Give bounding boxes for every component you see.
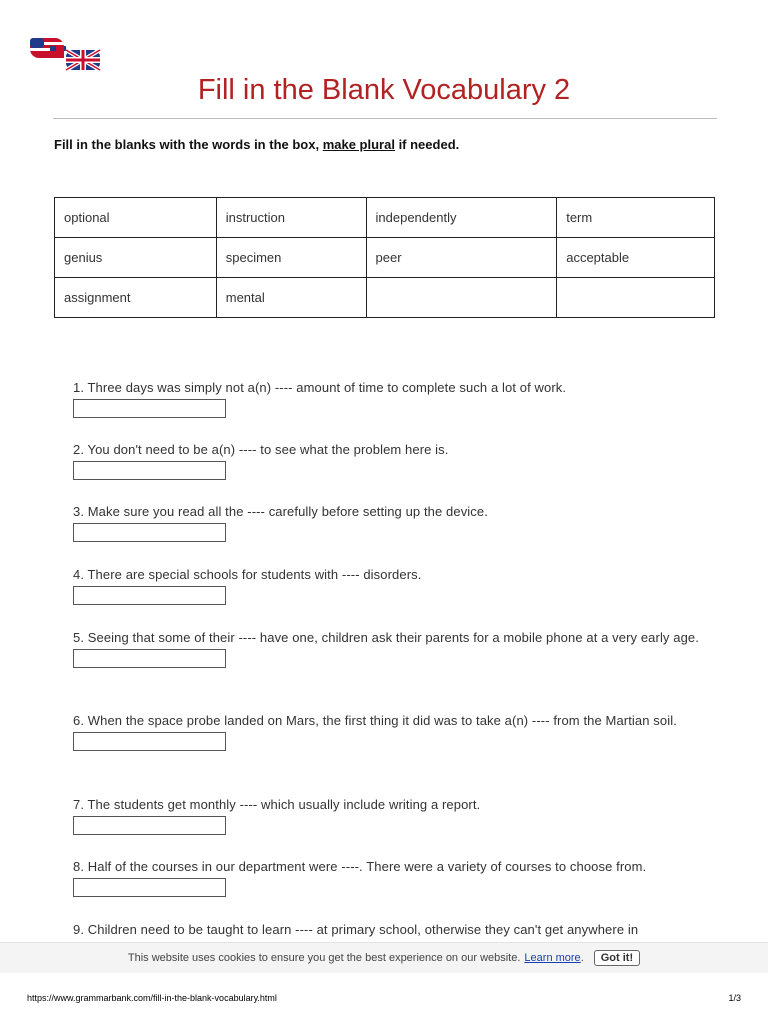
question-text: 6. When the space probe landed on Mars, the first thing it did was to take a(n) ---- from the Martian soil. <box>73 713 677 728</box>
question-text: 7. The students get monthly ---- which usually include writing a report. <box>73 797 481 812</box>
answer-input[interactable] <box>73 523 226 542</box>
question-item <box>73 565 713 628</box>
cookie-banner: This website uses cookies to ensure you get the best experience on our website. Learn more . Got it! <box>0 942 768 973</box>
word-box <box>54 197 715 318</box>
instruction-prefix: Fill in the blanks with the words in the box, <box>54 137 323 152</box>
word-cell: instruction <box>216 198 366 238</box>
word-cell: independently <box>366 198 557 238</box>
word-cell: specimen <box>216 238 366 278</box>
word-cell: optional <box>55 198 217 238</box>
word-box-row <box>55 238 715 278</box>
question-item <box>73 628 713 711</box>
word-cell <box>557 278 715 318</box>
cookie-message: This website uses cookies to ensure you get the best experience on our website. <box>127 952 521 964</box>
page-title: Fill in the Blank Vocabulary 2 <box>197 74 571 106</box>
answer-input[interactable] <box>73 816 226 835</box>
print-footer <box>27 993 741 1003</box>
instruction-text <box>54 137 459 152</box>
answer-input[interactable] <box>73 878 226 897</box>
question-text: 3. Make sure you read all the ---- carefully before setting up the device. <box>73 504 488 519</box>
word-cell <box>366 278 557 318</box>
answer-input[interactable] <box>73 649 226 668</box>
answer-input[interactable] <box>73 732 226 751</box>
word-cell: genius <box>55 238 217 278</box>
gb-flags-logo-icon <box>28 34 104 72</box>
question-text: 9. Children need to be taught to learn ---- at primary school, otherwise they can't get anywhere in <box>73 922 639 937</box>
question-list <box>73 378 713 960</box>
word-cell: acceptable <box>557 238 715 278</box>
word-cell: mental <box>216 278 366 318</box>
learn-more-link[interactable]: Learn more <box>524 952 581 964</box>
question-text: 5. Seeing that some of their ---- have one, children ask their parents for a mobile phone at a very early age. <box>73 630 699 645</box>
answer-input[interactable] <box>73 399 226 418</box>
answer-input[interactable] <box>73 586 226 605</box>
question-item <box>73 711 713 795</box>
got-it-button[interactable]: Got it! <box>594 950 640 966</box>
question-text: 4. There are special schools for students with ---- disorders. <box>73 567 422 582</box>
footer-page-number: 1/3 <box>728 993 741 1003</box>
word-box-row <box>55 198 715 238</box>
question-text: 8. Half of the courses in our department were ----. There were a variety of courses to choose from. <box>73 859 647 874</box>
answer-input[interactable] <box>73 461 226 480</box>
instruction-suffix: if needed. <box>394 137 460 152</box>
question-item <box>73 378 713 440</box>
instruction-underlined: make plural <box>322 137 395 152</box>
question-item <box>73 502 713 565</box>
question-item <box>73 857 713 920</box>
question-item <box>73 795 713 857</box>
word-box-row <box>55 278 715 318</box>
word-cell: term <box>557 198 715 238</box>
question-item <box>73 440 713 502</box>
word-cell: assignment <box>55 278 217 318</box>
title-divider <box>53 118 717 119</box>
question-text: 2. You don't need to be a(n) ---- to see what the problem here is. <box>73 442 449 457</box>
question-text: 1. Three days was simply not a(n) ---- amount of time to complete such a lot of work. <box>73 380 567 395</box>
footer-url: https://www.grammarbank.com/fill-in-the-blank-vocabulary.html <box>27 993 277 1003</box>
word-cell: peer <box>366 238 557 278</box>
